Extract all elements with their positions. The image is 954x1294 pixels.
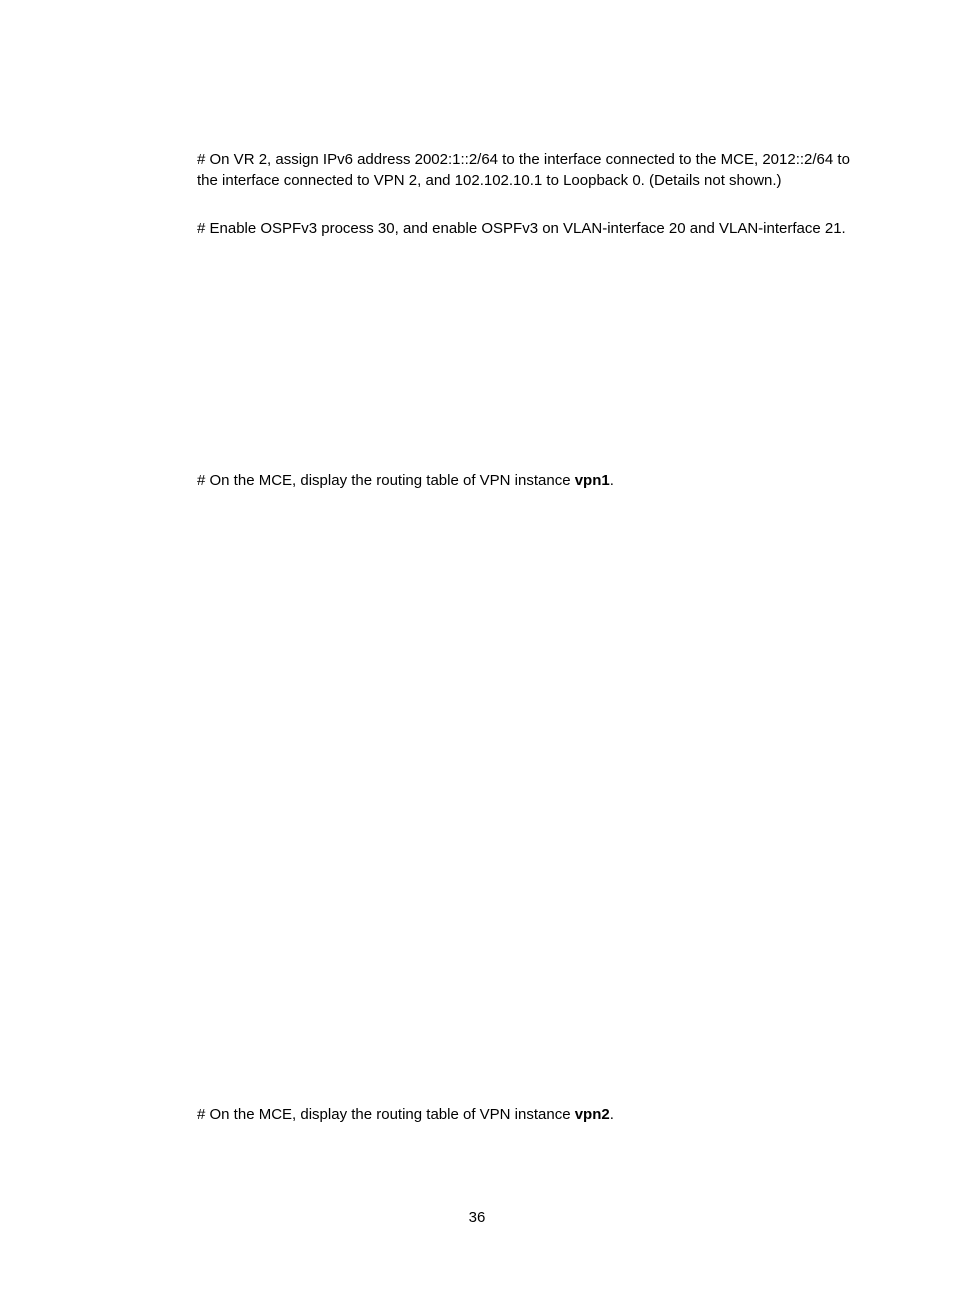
paragraph-text: . [609, 472, 614, 489]
page-number: 36 [468, 1209, 486, 1226]
instruction-paragraph-display-vpn1 [197, 470, 869, 491]
paragraph-text: . [609, 1106, 614, 1123]
paragraph-text: # On the MCE, display the routing table of VPN instance [197, 1106, 575, 1123]
paragraph-text: # On the MCE, display the routing table of VPN instance [197, 472, 575, 489]
instruction-paragraph-enable-ospfv3: # Enable OSPFv3 process 30, and enable OSPFv3 on VLAN-interface 20 and VLAN-interface 21. [197, 220, 846, 237]
vpn-instance-name: vpn2 [574, 1106, 610, 1123]
vpn-instance-name: vpn1 [574, 472, 610, 489]
instruction-paragraph-display-vpn2 [197, 1104, 869, 1125]
instruction-paragraph-vr2-addresses: # On VR 2, assign IPv6 address 2002:1::2/64 to the interface connected to the MCE, 2012::2/64 to the interface connected to VPN 2, and 102.102.10.1 to Loopback 0. (Details not shown.) [197, 151, 850, 189]
